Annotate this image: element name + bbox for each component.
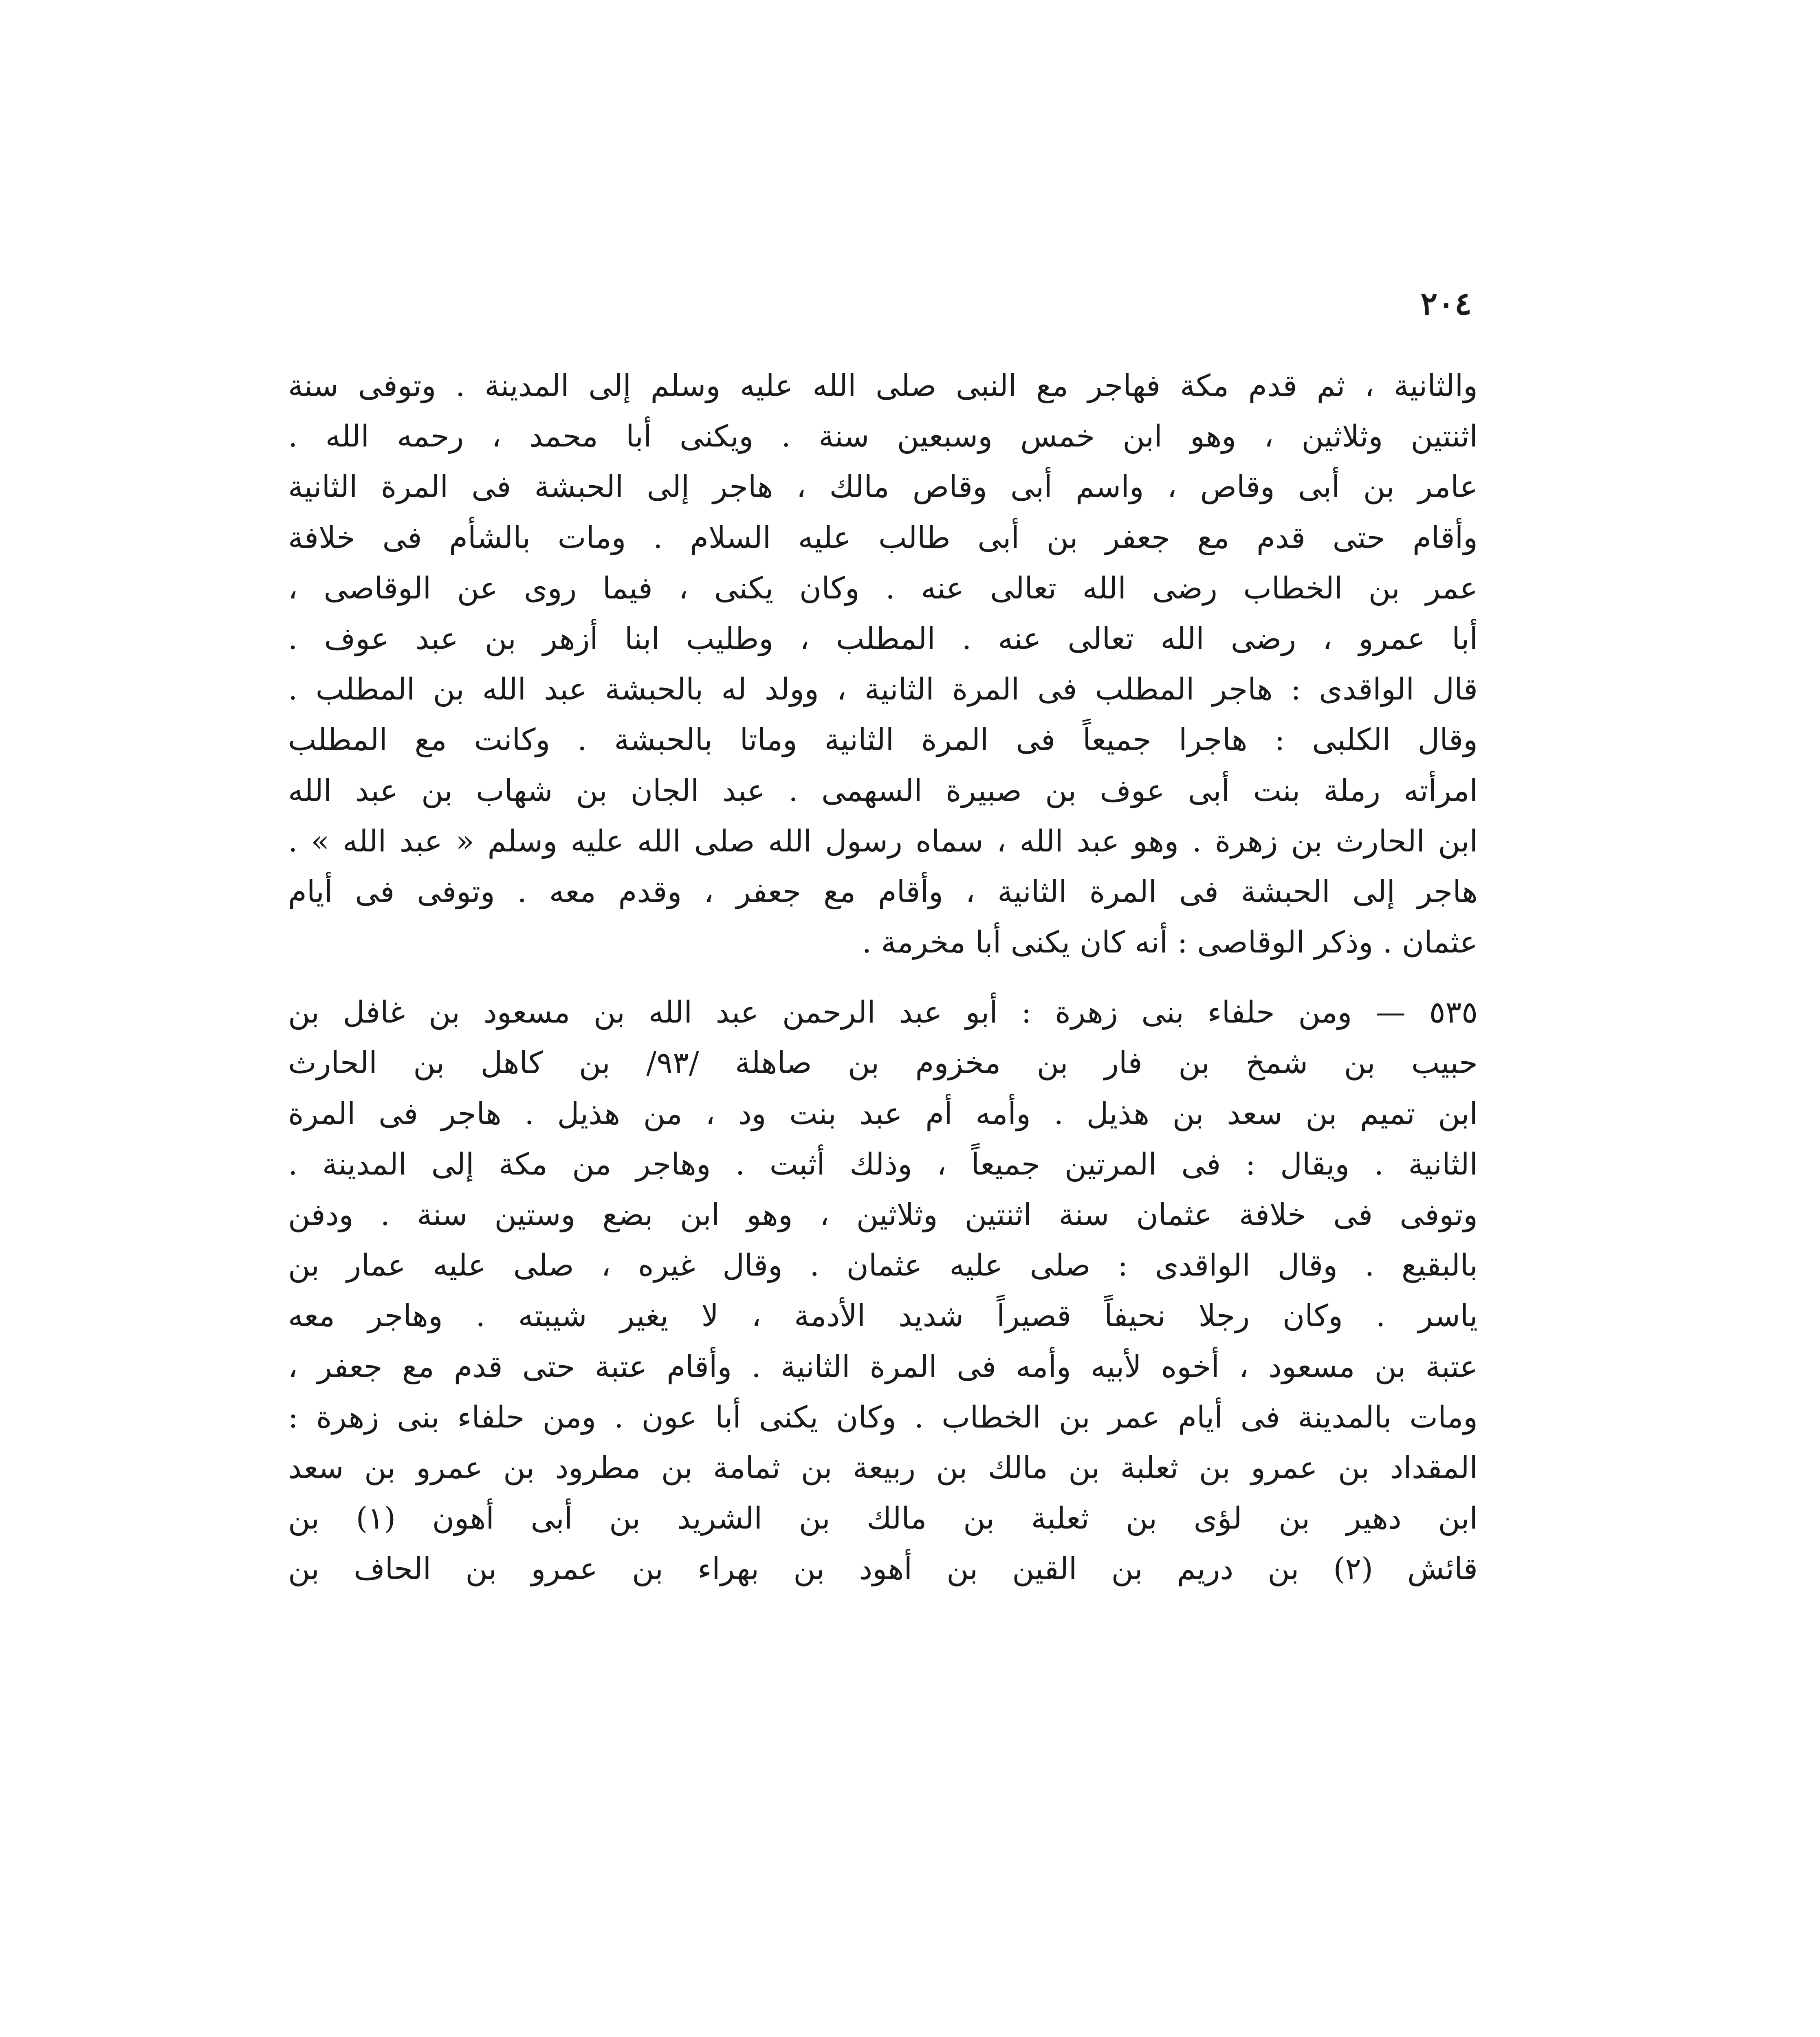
text-line: ابن دهير بن لؤى بن ثعلبة بن مالك بن الشريد بن أبى أهون (١) بن [288, 1501, 1478, 1536]
main-text [288, 361, 1478, 1595]
text-line: والثانية ، ثم قدم مكة فهاجر مع النبى صلى الله عليه وسلم إلى المدينة . وتوفى سنة [288, 368, 1478, 403]
paragraph-2 [288, 987, 1478, 1594]
text-line: ابن تميم بن سعد بن هذيل . وأمه أم عبد بنت ود ، من هذيل . هاجر فى المرة [288, 1096, 1478, 1131]
text-line: عتبة بن مسعود ، أخوه لأبيه وأمه فى المرة الثانية . وأقام عتبة حتى قدم مع جعفر ، [288, 1349, 1478, 1384]
text-line: المقداد بن عمرو بن ثعلبة بن مالك بن ربيعة بن ثمامة بن مطرود بن عمرو بن سعد [288, 1450, 1478, 1485]
page-number: ٢٠٤ [1420, 285, 1472, 322]
text-line: وأقام حتى قدم مع جعفر بن أبى طالب عليه السلام . ومات بالشأم فى خلافة [288, 520, 1478, 555]
text-line: عامر بن أبى وقاص ، واسم أبى وقاص مالك ، هاجر إلى الحبشة فى المرة الثانية [288, 469, 1478, 505]
text-line: هاجر إلى الحبشة فى المرة الثانية ، وأقام مع جعفر ، وقدم معه . وتوفى فى أيام [288, 874, 1478, 909]
text-line: حبيب بن شمخ بن فار بن مخزوم بن صاهلة /٩٣/ بن كاهل بن الحارث [288, 1045, 1478, 1081]
text-line: ابن الحارث بن زهرة . وهو عبد الله ، سماه رسول الله صلى الله عليه وسلم « عبد الله » . [288, 823, 1478, 859]
text-line: عمر بن الخطاب رضى الله تعالى عنه . وكان يكنى ، فيما روى عن الوقاصى ، [288, 570, 1478, 606]
text-line: قال الواقدى : هاجر المطلب فى المرة الثانية ، وولد له بالحبشة عبد الله بن المطلب . [288, 672, 1478, 707]
text-line: وتوفى فى خلافة عثمان سنة اثنتين وثلاثين ، وهو ابن بضع وستين سنة . ودفن [288, 1197, 1478, 1232]
text-line: عثمان . وذكر الوقاصى : أنه كان يكنى أبا مخرمة . [862, 925, 1478, 960]
text-line: الثانية . ويقال : فى المرتين جميعاً ، وذلك أثبت . وهاجر من مكة إلى المدينة . [288, 1146, 1478, 1182]
text-line: امرأته رملة بنت أبى عوف بن صبيرة السهمى . عبد الجان بن شهاب بن عبد الله [288, 773, 1478, 808]
text-line: وقال الكلبى : هاجرا جميعاً فى المرة الثانية وماتا بالحبشة . وكانت مع المطلب [288, 722, 1478, 758]
text-line: ومات بالمدينة فى أيام عمر بن الخطاب . وكان يكنى أبا عون . ومن حلفاء بنى زهرة : [288, 1399, 1478, 1435]
text-line: اثنتين وثلاثين ، وهو ابن خمس وسبعين سنة . ويكنى أبا محمد ، رحمه الله . [288, 419, 1478, 454]
text-line: ٥٣٥ — ومن حلفاء بنى زهرة : أبو عبد الرحمن عبد الله بن مسعود بن غافل بن [288, 995, 1478, 1030]
paragraph-1 [288, 361, 1478, 968]
text-line: أبا عمرو ، رضى الله تعالى عنه . المطلب ، وطليب ابنا أزهر بن عبد عوف . [288, 621, 1478, 656]
text-line: ياسر . وكان رجلا نحيفاً قصيراً شديد الأدمة ، لا يغير شيبته . وهاجر معه [288, 1298, 1478, 1334]
text-line: قائش (٢) بن دريم بن القين بن أهود بن بهراء بن عمرو بن الحاف بن [288, 1551, 1478, 1587]
paragraph-gap [288, 968, 1478, 987]
text-line: بالبقيع . وقال الواقدى : صلى عليه عثمان . وقال غيره ، صلى عليه عمار بن [288, 1248, 1478, 1283]
